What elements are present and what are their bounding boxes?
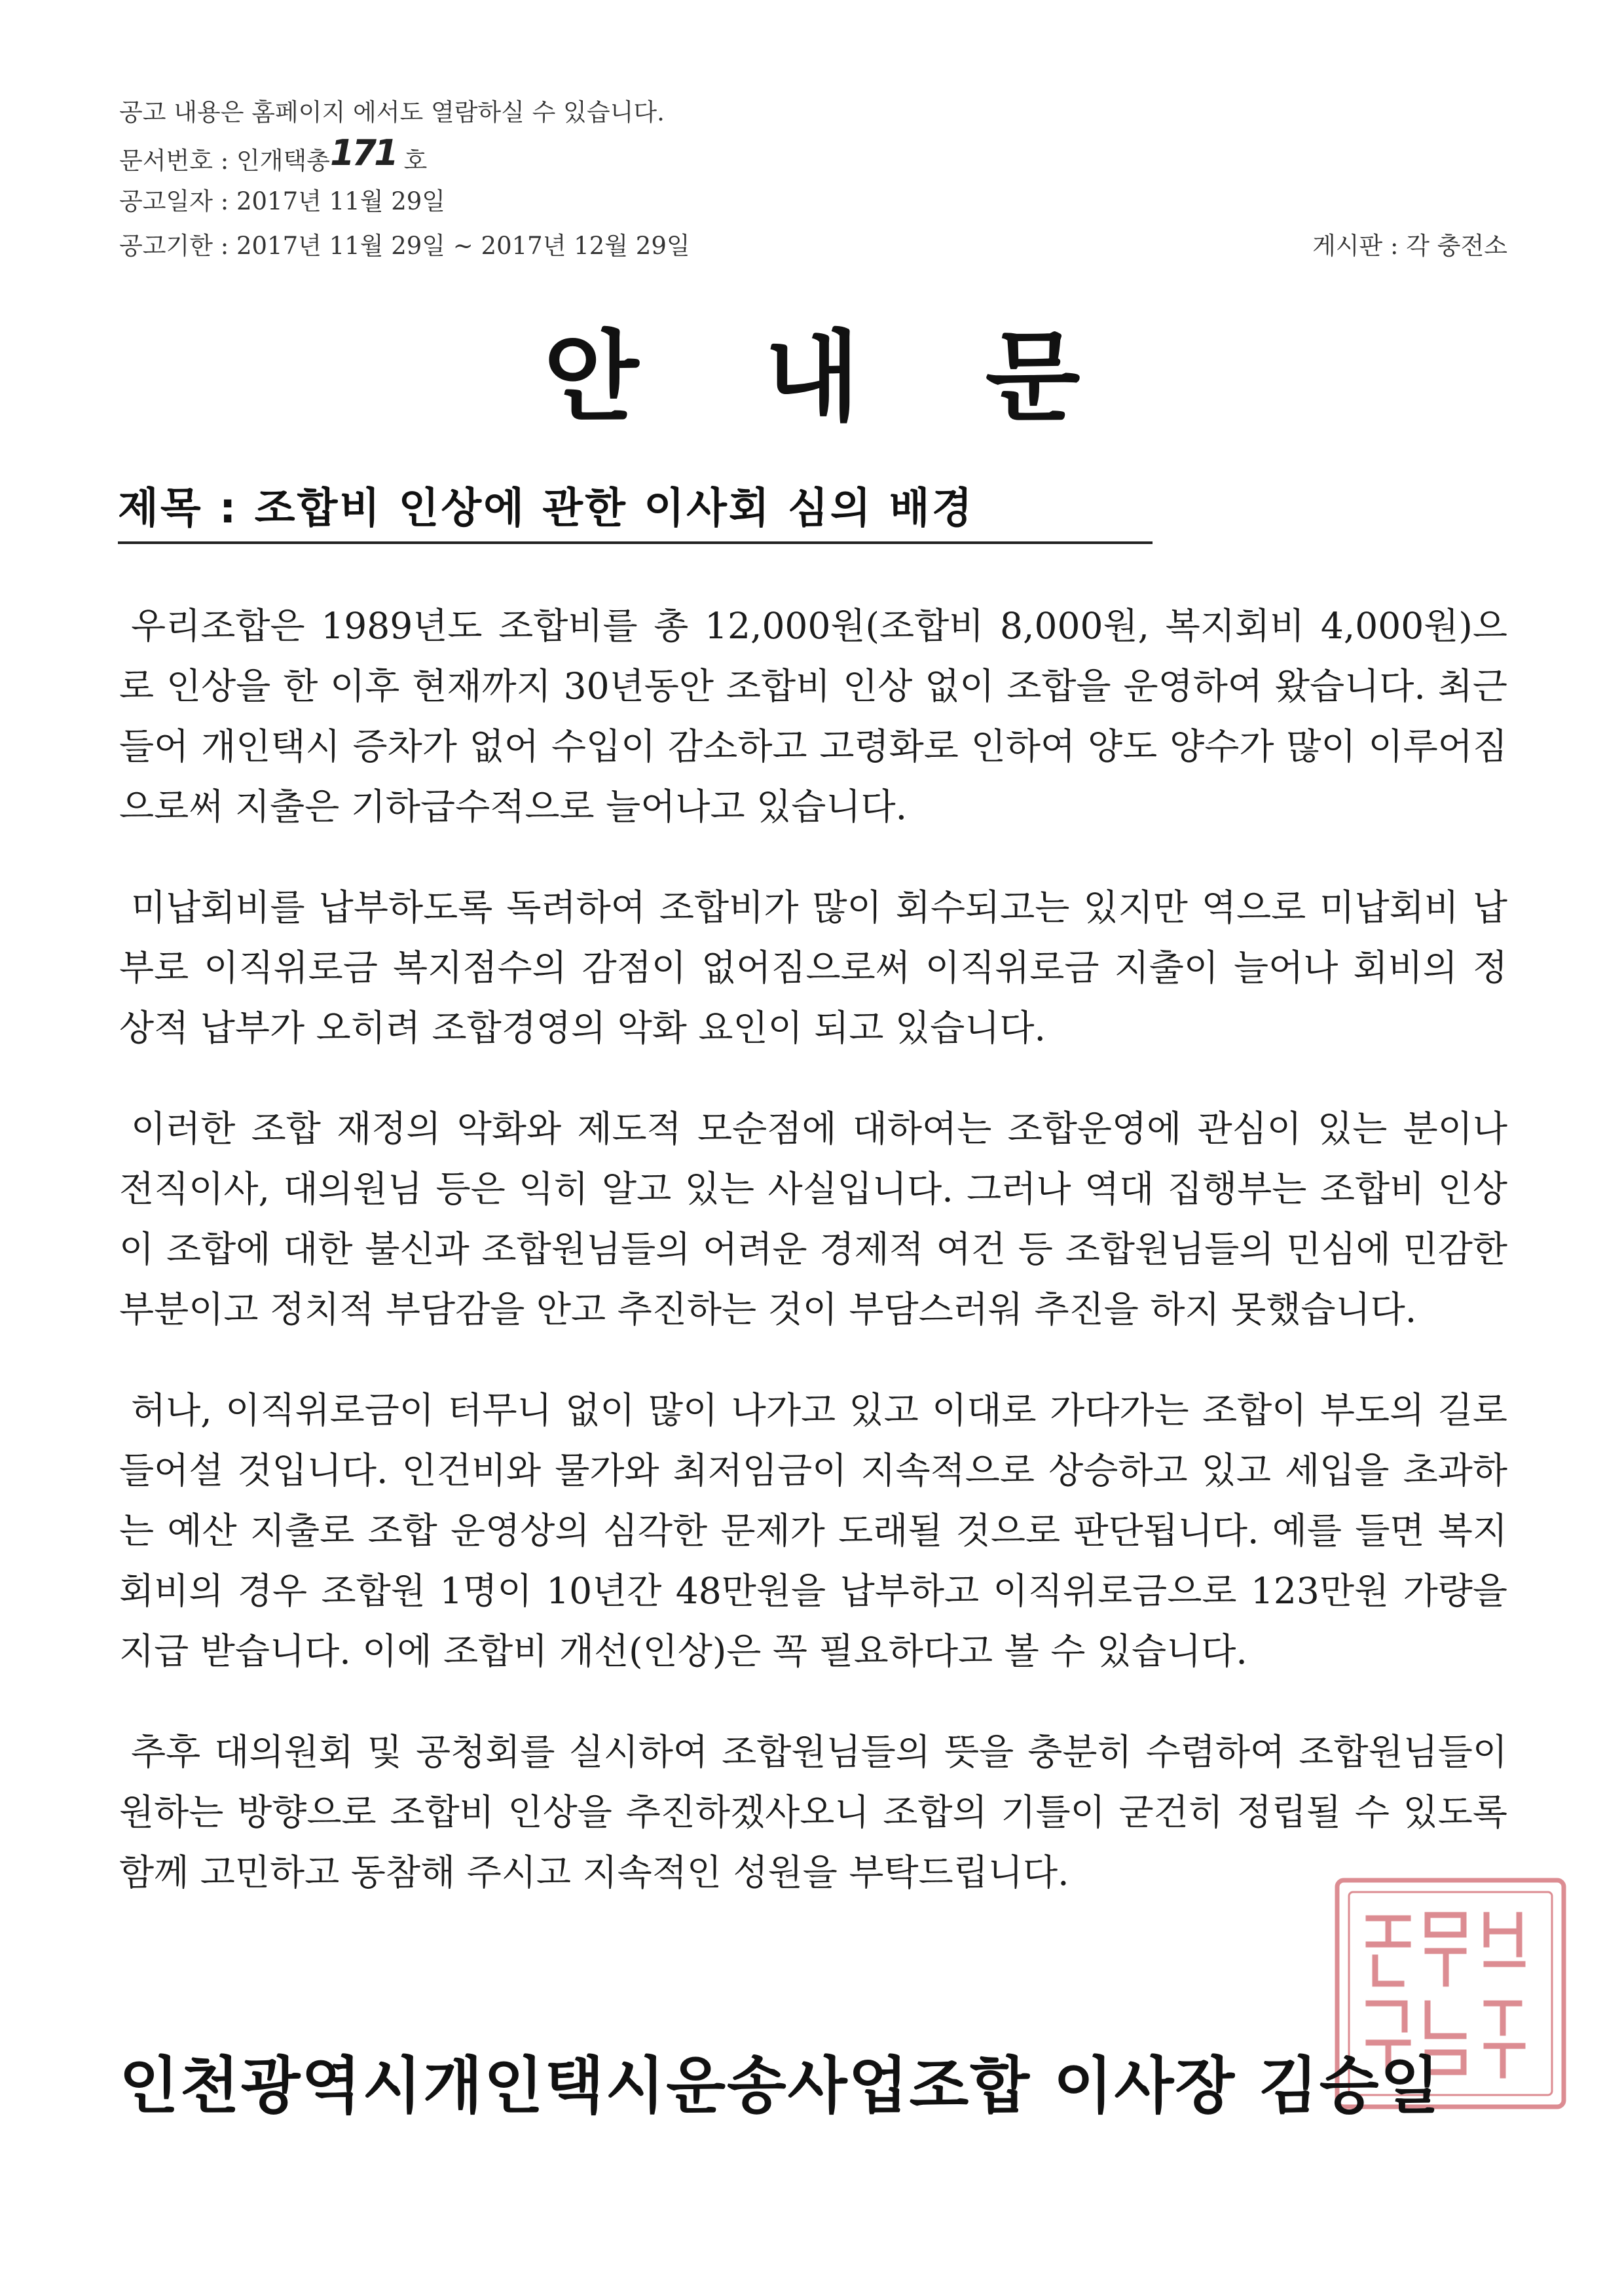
paragraph-2: 미납회비를 납부하도록 독려하여 조합비가 많이 회수되고는 있지만 역으로 미납회비 납부로 이직위로금 복지점수의 감점이 없어짐으로써 이직위로금 지출이 늘어나 회비의 정상적 납부가 오히려 조합경영의 악화 요인이 되고 있습니다. xyxy=(119,886,1507,1049)
notice-date: 공고일자 : 2017년 11월 29일 xyxy=(119,187,446,215)
document-title: 안 내 문 xyxy=(544,321,1126,435)
subject-heading: 제목 : 조합비 인상에 관한 이사회 심의 배경 xyxy=(118,475,1153,544)
paragraph-5: 추후 대의원회 및 공청회를 실시하여 조합원님들의 뜻을 충분히 수렴하여 조합원님들이 원하는 방향으로 조합비 인상을 추진하겠사오니 조합의 기틀이 굳건히 정립될 수 있도록 함께 고민하고 동참해 주시고 지속적인 성원을 부탁드립니다. xyxy=(119,1731,1507,1893)
paragraph-4: 허나, 이직위로금이 터무니 없이 많이 나가고 있고 이대로 가다가는 조합이 부도의 길로 들어설 것입니다. 인건비와 물가와 최저임금이 지속적으로 상승하고 있고 세입을 초과하는 예산 지출로 조합 운영상의 심각한 문제가 도래될 것으로 판단됩니다. 예를 들면 복지회비의 경우 조합원 1명이 10년간 48만원을 납부하고 이직위로금으로 123만원 가량을 지급 받습니다. 이에 조합비 개선(인상)은 꼭 필요하다고 볼 수 있습니다. xyxy=(119,1389,1507,1672)
notice-header xyxy=(119,90,1507,268)
document-number xyxy=(119,132,1507,179)
document-number-suffix: 호 xyxy=(403,147,428,175)
homepage-notice: 공고 내용은 홈페이지 에서도 열람하실 수 있습니다. xyxy=(119,98,665,126)
paragraph-1: 우리조합은 1989년도 조합비를 총 12,000원(조합비 8,000원, 복지회비 4,000원)으로 인상을 한 이후 현재까지 30년동안 조합비 인상 없이 조합을 운영하여 왔습니다. 최근 들어 개인택시 증차가 없어 수입이 감소하고 고령화로 인하여 양도 양수가 많이 이루어짐으로써 지출은 기하급수적으로 늘어나고 있습니다. xyxy=(119,605,1507,828)
document-body xyxy=(119,596,1507,1943)
bulletin-board: 게시판 : 각 충전소 xyxy=(1312,232,1507,260)
document-number-handwritten: 171 xyxy=(329,132,396,173)
issuer-signature: 인천광역시개인택시운송사업조합 이사장 김승일 xyxy=(119,2050,1441,2122)
paragraph-3: 이러한 조합 재정의 악화와 제도적 모순점에 대하여는 조합운영에 관심이 있는 분이나 전직이사, 대의원님 등은 익히 알고 있는 사실입니다. 그러나 역대 집행부는 조합비 인상이 조합에 대한 불신과 조합원님들의 어려운 경제적 여건 등 조합원님들의 민심에 민감한 부분이고 정치적 부담감을 안고 추진하는 것이 부담스러워 추진을 하지 못했습니다. xyxy=(119,1108,1507,1330)
document-number-label: 문서번호 : 인개택총 xyxy=(119,147,330,175)
notice-period-text: 공고기한 : 2017년 11월 29일 ~ 2017년 12월 29일 xyxy=(119,232,690,260)
notice-period xyxy=(119,224,1507,268)
